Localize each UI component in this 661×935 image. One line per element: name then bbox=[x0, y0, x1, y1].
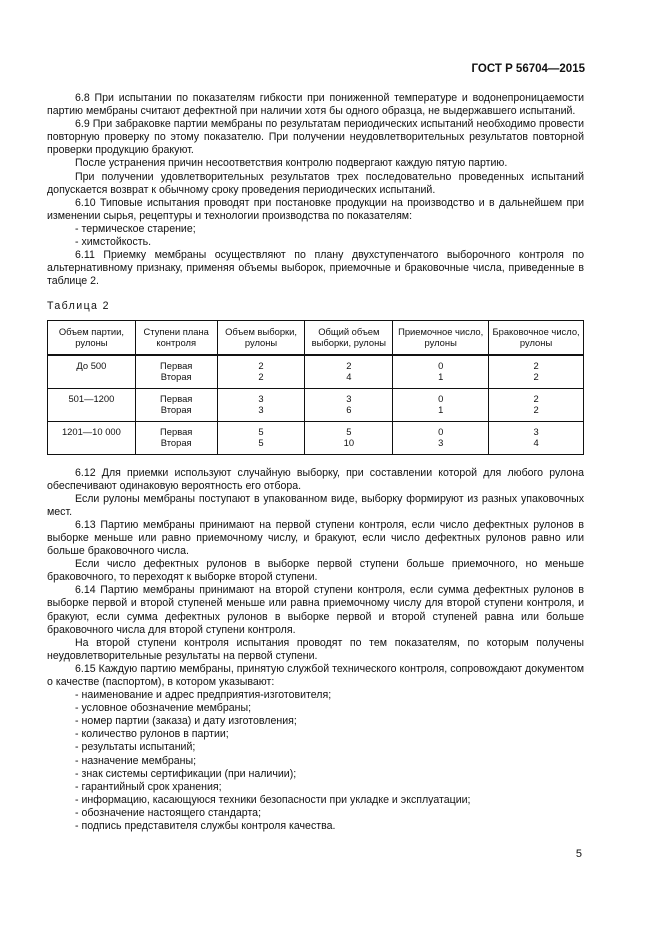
cell-lot-size: До 500 bbox=[48, 355, 136, 389]
column-header-acceptance: Приемочное число, рулоны bbox=[393, 320, 489, 355]
list-item: - количество рулонов в партии; bbox=[75, 728, 229, 741]
list-item: - информацию, касающуюся техники безопасности при укладке и эксплуатации; bbox=[75, 793, 471, 806]
cell-stages: Первая Вторая bbox=[135, 388, 217, 421]
cell-lot-size: 501—1200 bbox=[48, 388, 136, 421]
cell-rejection: 2 2 bbox=[489, 355, 584, 389]
list-item: - наименование и адрес предприятия-изготовителя; bbox=[75, 689, 332, 702]
paragraph-6-9: 6.9 При забраковке партии мембраны по результатам периодических испытаний необходимо провести повторную проверку по этому показателю. При получении неудовлетворительных результатов повторной проверки продукцию бракуют. bbox=[47, 118, 584, 157]
paragraph-6-9-cont: После устранения причин несоответствия контролю подвергают каждую пятую партию. bbox=[75, 157, 508, 170]
cell-rejection: 2 2 bbox=[489, 388, 584, 421]
list-item: - назначение мембраны; bbox=[75, 754, 197, 767]
paragraph-6-11: 6.11 Приемку мембраны осуществляют по плану двухступенчатого выборочного контроля по альтернативному признаку, применяя объемы выборок, приемочные и браковочные числа, приведенные в таблице 2. bbox=[47, 249, 584, 288]
cell-rejection: 3 4 bbox=[489, 421, 584, 454]
list-item: - обозначение настоящего стандарта; bbox=[75, 806, 262, 819]
list-item: - условное обозначение мембраны; bbox=[75, 702, 252, 715]
column-header-lot-size: Объем партии, рулоны bbox=[48, 320, 136, 355]
document-body bbox=[47, 92, 584, 833]
cell-acceptance: 0 3 bbox=[393, 421, 489, 454]
list-item: - химстойкость. bbox=[75, 236, 152, 249]
paragraph-6-10: 6.10 Типовые испытания проводят при постановке продукции на производство и в дальнейшем при изменении сырья, рецептуры и технологии производства по показателям: bbox=[47, 196, 584, 222]
cell-acceptance: 0 1 bbox=[393, 355, 489, 389]
list-item: - знак системы сертификации (при наличии); bbox=[75, 767, 297, 780]
list-item: - термическое старение; bbox=[75, 222, 196, 235]
cell-sample-size: 5 5 bbox=[217, 421, 305, 454]
column-header-sample-size: Объем выборки, рулоны bbox=[217, 320, 305, 355]
paragraph-6-15: 6.15 Каждую партию мембраны, принятую службой технического контроля, сопровождают документом о качестве (паспортом), в котором указывают: bbox=[47, 662, 584, 688]
paragraph-6-13-cont: Если число дефектных рулонов в выборке первой ступени больше приемочного, но меньше браковочного, то переходят к выборке второй ступени. bbox=[47, 558, 584, 584]
paragraph-6-9-return: При получении удовлетворительных результатов трех последовательно проведенных испытаний допускается возврат к обычному сроку проведения периодических испытаний. bbox=[47, 170, 584, 196]
cell-acceptance: 0 1 bbox=[393, 388, 489, 421]
paragraph-6-14-cont: На второй ступени контроля испытания проводят по тем показателям, по которым получены неудовлетворительные результаты на первой ступени. bbox=[47, 636, 584, 662]
list-item: - номер партии (заказа) и дату изготовления; bbox=[75, 715, 297, 728]
sampling-plan-table bbox=[47, 320, 584, 455]
table-row bbox=[48, 388, 584, 421]
list-item: - гарантийный срок хранения; bbox=[75, 780, 222, 793]
table-row bbox=[48, 421, 584, 454]
cell-sample-size: 2 2 bbox=[217, 355, 305, 389]
cell-total-sample: 2 4 bbox=[305, 355, 393, 389]
paragraph-6-12-cont: Если рулоны мембраны поступают в упакованном виде, выборку формируют из разных упаковочных мест. bbox=[47, 492, 584, 518]
paragraph-6-8: 6.8 При испытании по показателям гибкости при пониженной температуре и водонепроницаемости партию мембраны считают дефектной при наличии хотя бы одного образца, не выдержавшего испытаний. bbox=[47, 92, 584, 118]
page-number: 5 bbox=[575, 848, 582, 860]
table-header-row bbox=[48, 320, 584, 355]
cell-lot-size: 1201—10 000 bbox=[48, 421, 136, 454]
cell-sample-size: 3 3 bbox=[217, 388, 305, 421]
paragraph-6-14: 6.14 Партию мембраны принимают на второй ступени контроля, если сумма дефектных рулонов в выборке первой и второй ступеней меньше или равна приемочному числу для второй ступени контроля, и бракуют, если сумма дефектных рулонов в выборке первой и второй ступеней равна или больше браковочного числа для второй ступени контроля. bbox=[47, 584, 584, 636]
cell-stages: Первая Вторая bbox=[135, 355, 217, 389]
table-row bbox=[48, 355, 584, 389]
list-item: - результаты испытаний; bbox=[75, 741, 196, 754]
cell-stages: Первая Вторая bbox=[135, 421, 217, 454]
column-header-stages: Ступени плана контроля bbox=[135, 320, 217, 355]
cell-total-sample: 3 6 bbox=[305, 388, 393, 421]
column-header-total-sample: Общий объем выборки, рулоны bbox=[305, 320, 393, 355]
cell-total-sample: 5 10 bbox=[305, 421, 393, 454]
paragraph-6-13: 6.13 Партию мембраны принимают на первой ступени контроля, если число дефектных рулонов в выборке меньше или равно приемочному числу, и бракуют, если число дефектных рулонов равно или больше браковочного числа. bbox=[47, 518, 584, 558]
column-header-rejection: Браковочное число, рулоны bbox=[489, 320, 584, 355]
table-caption: Таблица 2 bbox=[47, 300, 110, 313]
document-header: ГОСТ Р 56704—2015 bbox=[471, 63, 585, 75]
paragraph-6-12: 6.12 Для приемки используют случайную выборку, при составлении которой для любого рулона обеспечивают одинаковую вероятность его отбора. bbox=[47, 466, 584, 492]
list-item: - подпись представителя службы контроля качества. bbox=[75, 820, 336, 833]
